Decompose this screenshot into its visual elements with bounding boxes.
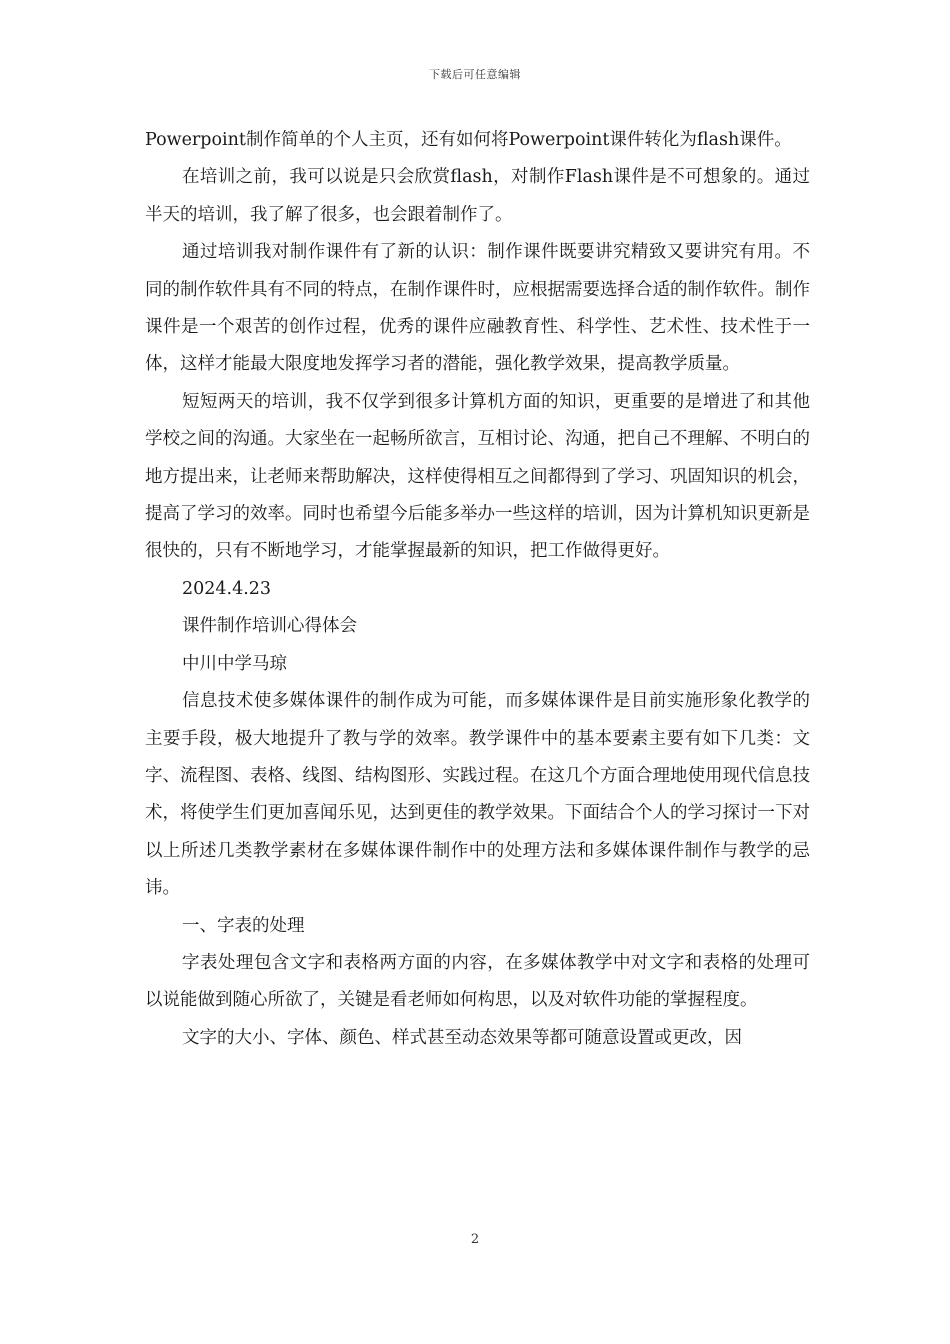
paragraph: 字表处理包含文字和表格两方面的内容，在多媒体教学中对文字和表格的处理可以说能做到随心所欲了，关键是看老师如何构思，以及对软件功能的掌握程度。 <box>145 952 810 1011</box>
date-line: 2024.4.23 <box>182 578 272 599</box>
paragraph: 信息技术使多媒体课件的制作成为可能，而多媒体课件是目前实施形象化教学的主要手段，极大地提升了教与学的效率。教学课件中的基本要素主要有如下几类：文字、流程图、表格、线图、结构图形、实践过程。在这几个方面合理地使用现代信息技术，将使学生们更加喜闻乐见，达到更佳的教学效果。下面结合个人的学习探讨一下对以上所述几类教学素材在多媒体课件制作中的处理方法和多媒体课件制作与教学的忌讳。 <box>145 691 810 899</box>
paragraph: 在培训之前，我可以说是只会欣赏flash，对制作Flash课件是不可想象的。通过半天的培训，我了解了很多，也会跟着制作了。 <box>145 167 810 225</box>
subheading: 一、字表的处理 <box>182 915 305 936</box>
paragraph: Powerpoint制作简单的个人主页，还有如何将Powerpoint课件转化为flash课件。 <box>145 130 792 150</box>
paragraph: 通过培训我对制作课件有了新的认识：制作课件既要讲究精致又要讲究有用。不同的制作软件具有不同的特点，在制作课件时，应根据需要选择合适的制作软件。制作课件是一个艰苦的创作过程，优秀的课件应融教育性、科学性、艺术性、技术性于一体，这样才能最大限度地发挥学习者的潜能，强化教学效果，提高教学质量。 <box>145 242 810 375</box>
page-number: 2 <box>470 1232 480 1247</box>
page-header: 下载后可任意编辑 <box>429 68 521 81</box>
paragraph: 文字的大小、字体、颜色、样式甚至动态效果等都可随意设置或更改，因 <box>182 1027 742 1048</box>
section-title: 课件制作培训心得体会 <box>182 616 357 637</box>
author-line: 中川中学马琼 <box>182 653 287 674</box>
document-body <box>145 122 810 1057</box>
paragraph: 短短两天的培训，我不仅学到很多计算机方面的知识，更重要的是增进了和其他学校之间的沟通。大家坐在一起畅所欲言，互相讨论、沟通，把自己不理解、不明白的地方提出来，让老师来帮助解决，这样使得相互之间都得到了学习、巩固知识的机会，提高了学习的效率。同时也希望今后能多举办一些这样的培训，因为计算机知识更新是很快的，只有不断地学习，才能掌握最新的知识，把工作做得更好。 <box>145 391 810 562</box>
